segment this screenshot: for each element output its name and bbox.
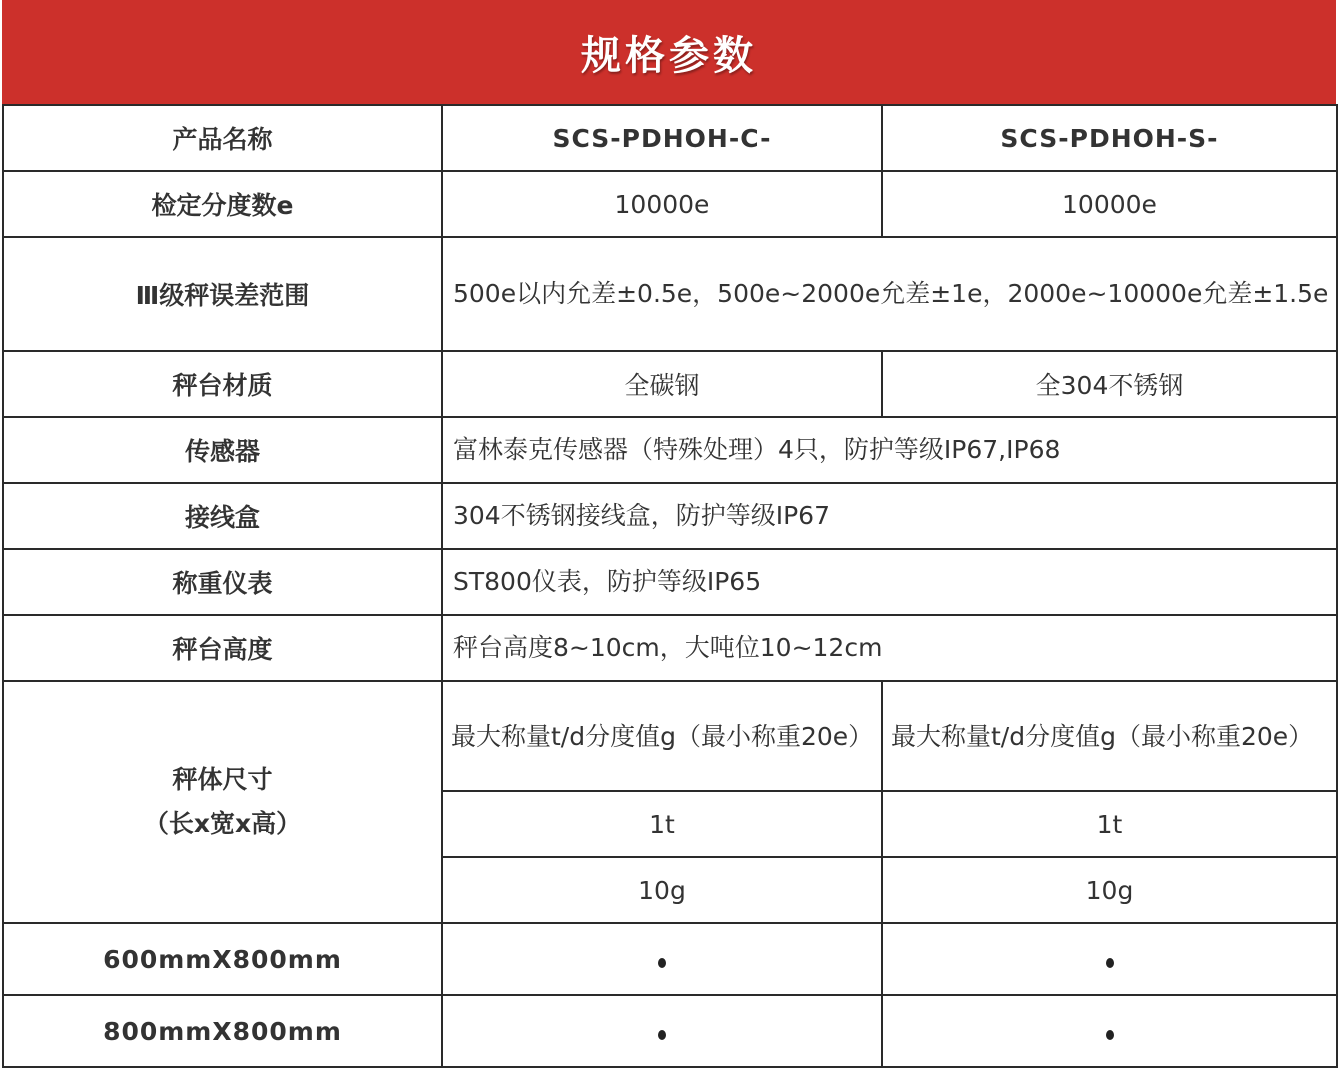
spec-table — [2, 104, 1338, 1068]
availability-c — [442, 923, 882, 995]
cell-value: 10000e — [442, 171, 882, 237]
bullet-icon — [658, 1030, 666, 1040]
division-value-s: 10g — [882, 857, 1337, 923]
table-row-junction-box — [3, 483, 1337, 549]
model-s: SCS-PDHOH-S- — [882, 105, 1337, 171]
bullet-icon — [1106, 1030, 1114, 1040]
row-label: 称重仪表 — [3, 549, 442, 615]
size-label: 600mmX800mm — [3, 923, 442, 995]
bullet-icon — [1106, 958, 1114, 968]
capacity-c: 1t — [442, 791, 882, 857]
capacity-s: 1t — [882, 791, 1337, 857]
cell-value: 秤台高度8~10cm，大吨位10~12cm — [442, 615, 1337, 681]
table-row-material — [3, 351, 1337, 417]
bullet-icon — [658, 958, 666, 968]
dimensions-label-line2: （长x宽x高） — [143, 809, 302, 838]
dimensions-subheader-c: 最大称量t/d分度值g（最小称重20e） — [442, 681, 882, 791]
availability-s — [882, 923, 1337, 995]
availability-c — [442, 995, 882, 1067]
dimensions-label-line1: 秤体尺寸 — [172, 765, 273, 794]
row-label: 秤台高度 — [3, 615, 442, 681]
size-label: 800mmX800mm — [3, 995, 442, 1067]
table-row-platform-height — [3, 615, 1337, 681]
row-label: 产品名称 — [3, 105, 442, 171]
table-row-size — [3, 923, 1337, 995]
cell-value: 10000e — [882, 171, 1337, 237]
cell-value: 全304不锈钢 — [882, 351, 1337, 417]
dimensions-subheader-s: 最大称量t/d分度值g（最小称重20e） — [882, 681, 1337, 791]
cell-value: ST800仪表，防护等级IP65 — [442, 549, 1337, 615]
table-row-product-name — [3, 105, 1337, 171]
cell-value: 富林泰克传感器（特殊处理）4只，防护等级IP67,IP68 — [442, 417, 1337, 483]
table-row-dimensions-header — [3, 681, 1337, 791]
table-row-error-range — [3, 237, 1337, 351]
availability-s — [882, 995, 1337, 1067]
table-row-sensor — [3, 417, 1337, 483]
title-banner — [2, 0, 1336, 104]
model-c: SCS-PDHOH-C- — [442, 105, 882, 171]
division-value-c: 10g — [442, 857, 882, 923]
row-label: Ⅲ级秤误差范围 — [3, 237, 442, 351]
cell-value: 304不锈钢接线盒，防护等级IP67 — [442, 483, 1337, 549]
cell-value: 全碳钢 — [442, 351, 882, 417]
table-row-size — [3, 995, 1337, 1067]
row-label: 秤台材质 — [3, 351, 442, 417]
table-row-division — [3, 171, 1337, 237]
row-label: 检定分度数e — [3, 171, 442, 237]
table-row-indicator — [3, 549, 1337, 615]
cell-value: 500e以内允差±0.5e，500e~2000e允差±1e，2000e~10000e允差±1.5e — [442, 237, 1337, 351]
page-title: 规格参数 — [581, 32, 757, 79]
row-label: 接线盒 — [3, 483, 442, 549]
row-label: 传感器 — [3, 417, 442, 483]
dimensions-label — [3, 681, 442, 923]
